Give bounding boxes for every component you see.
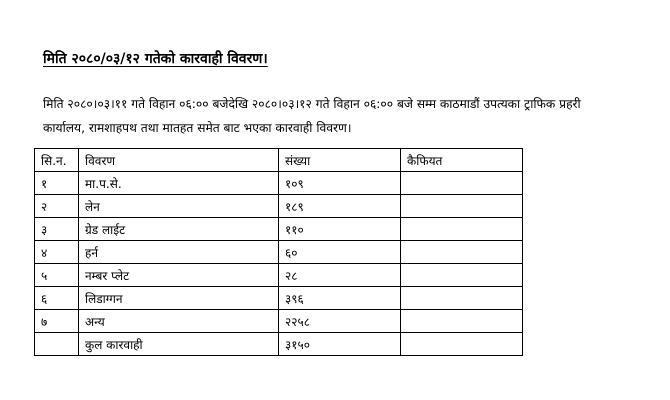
cell-count: ११० xyxy=(279,218,401,241)
cell-serial: ३ xyxy=(35,218,79,241)
cell-serial xyxy=(35,333,79,356)
cell-remarks xyxy=(401,218,523,241)
cell-serial: १ xyxy=(35,172,79,195)
cell-count: १८९ xyxy=(279,195,401,218)
action-report-table xyxy=(34,148,523,356)
cell-remarks xyxy=(401,172,523,195)
cell-description: अन्य xyxy=(79,310,279,333)
cell-count: १०९ xyxy=(279,172,401,195)
cell-description: लिडाग्गन xyxy=(79,287,279,310)
cell-remarks xyxy=(401,333,523,356)
table-row xyxy=(35,241,523,264)
header-remarks: कैफियत xyxy=(401,149,523,172)
table-row xyxy=(35,218,523,241)
cell-description: नम्बर प्लेट xyxy=(79,264,279,287)
cell-count: २२५८ xyxy=(279,310,401,333)
cell-serial: ६ xyxy=(35,287,79,310)
table-total-row xyxy=(35,333,523,356)
cell-description: हर्न xyxy=(79,241,279,264)
cell-serial: ५ xyxy=(35,264,79,287)
cell-description: ग्रेड लाईट xyxy=(79,218,279,241)
table-header-row xyxy=(35,149,523,172)
header-description: विवरण xyxy=(79,149,279,172)
cell-remarks xyxy=(401,287,523,310)
header-count: संख्या xyxy=(279,149,401,172)
page-title: मिति २०८०/०३/१२ गतेको कारवाही विवरण। xyxy=(43,51,268,67)
cell-remarks xyxy=(401,241,523,264)
cell-description: लेन xyxy=(79,195,279,218)
cell-count: २८ xyxy=(279,264,401,287)
cell-remarks xyxy=(401,195,523,218)
cell-description: कुल कारवाही xyxy=(79,333,279,356)
intro-paragraph xyxy=(43,92,658,140)
cell-serial: २ xyxy=(35,195,79,218)
table-row xyxy=(35,287,523,310)
cell-description: मा.प.से. xyxy=(79,172,279,195)
cell-remarks xyxy=(401,310,523,333)
cell-count: ३९६ xyxy=(279,287,401,310)
cell-count: ३१५० xyxy=(279,333,401,356)
intro-line-2: कार्यालय, रामशाहपथ तथा मातहत समेत बाट भएका कारवाही विवरण। xyxy=(43,121,352,135)
cell-serial: ७ xyxy=(35,310,79,333)
table-row xyxy=(35,172,523,195)
cell-serial: ४ xyxy=(35,241,79,264)
intro-line-1: मिति २०८०।०३।११ गते विहान ०६:०० बजेदेखि २०८०।०३।१२ गते विहान ०६:०० बजे सम्म काठमाडौं उपत्यका ट्राफिक प्रहरी xyxy=(43,97,581,111)
cell-count: ६० xyxy=(279,241,401,264)
table-row xyxy=(35,310,523,333)
table-row xyxy=(35,195,523,218)
header-serial: सि.न. xyxy=(35,149,79,172)
table-row xyxy=(35,264,523,287)
cell-remarks xyxy=(401,264,523,287)
